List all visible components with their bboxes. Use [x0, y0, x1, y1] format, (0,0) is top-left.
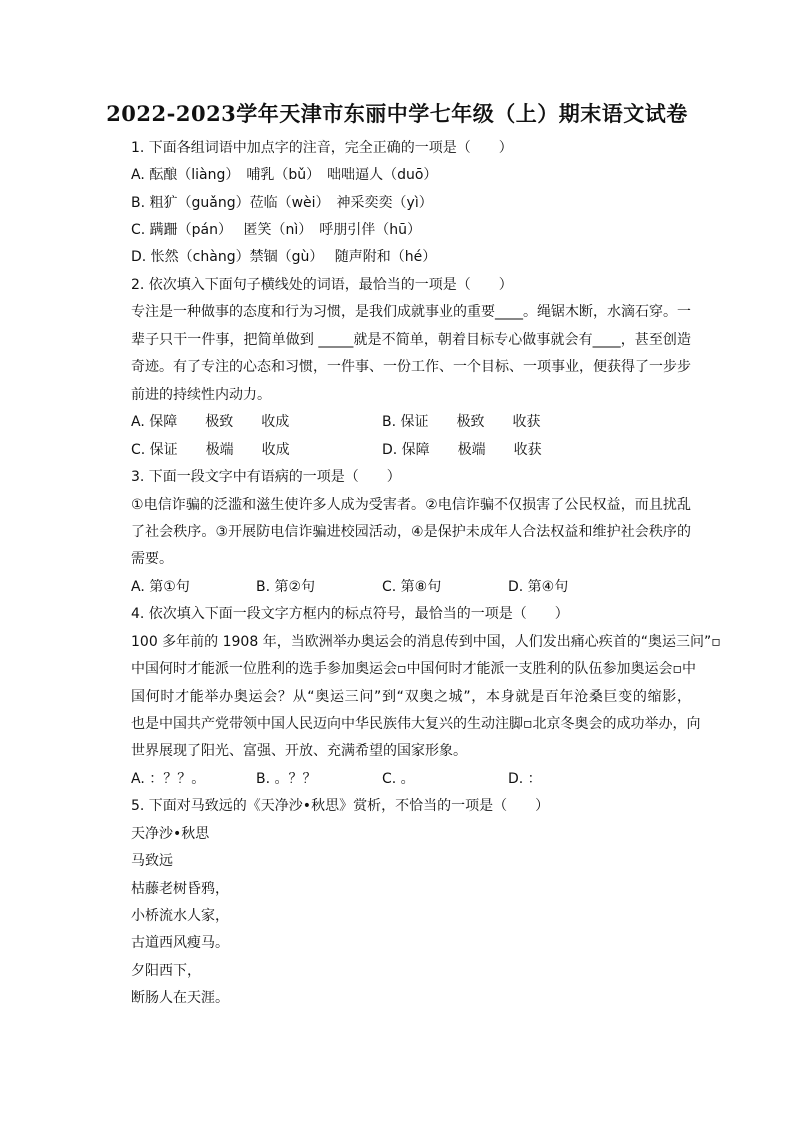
- q2-option-a: A. 保障 极致 收成: [131, 414, 290, 430]
- q1-stem: 1. 下面各组词语中加点字的注音，完全正确的一项是（ ）: [131, 140, 513, 156]
- q5-stem: 5. 下面对马致远的《天净沙•秋思》赏析，不恰当的一项是（ ）: [131, 798, 550, 814]
- q4-option-c: C. 。: [382, 771, 415, 787]
- q3-option-c: C. 第⑧句: [382, 579, 442, 595]
- q1-option-a: A. 酝酿（liàng） 哺乳（bǔ） 咄咄逼人（duō）: [131, 167, 438, 183]
- q4-passage-line: 也是中国共产党带领中国人民迈向中华民族伟大复兴的生动注脚▫北京冬奥会的成功举办，向: [131, 716, 701, 732]
- q3-option-b: B. 第②句: [256, 579, 316, 595]
- q3-passage-line: 了社会秩序。③开展防电信诈骗进校园活动，④是保护未成年人合法权益和维护社会秩序的: [131, 524, 691, 540]
- q2-passage-line: 前进的持续性内动力。: [131, 387, 271, 403]
- q3-passage-line: 需要。: [131, 551, 173, 567]
- q2-passage-line: 奇迹。有了专注的心态和习惯，一件事、一份工作、一个目标、一项事业，便获得了一步步: [131, 359, 691, 375]
- q1-option-b: B. 粗犷（guǎng）莅临（wèi） 神采奕奕（yì）: [131, 195, 433, 211]
- q2-stem: 2. 依次填入下面句子横线处的词语，最恰当的一项是（ ）: [131, 277, 513, 293]
- q2-passage-line: 专注是一种做事的态度和行为习惯，是我们成就事业的重要____。绳锯木断，水滴石穿。一: [131, 304, 691, 320]
- q2-passage-line: 辈子只干一件事，把简单做到 _____就是不简单，朝着目标专心做事就会有____，甚至创造: [131, 332, 691, 348]
- q4-passage-line: 中国何时才能派一位胜利的选手参加奥运会▫中国何时才能派一支胜利的队伍参加奥运会▫中: [131, 661, 696, 677]
- poem-line: 断肠人在天涯。: [131, 990, 229, 1006]
- q4-passage-line: 世界展现了阳光、富强、开放、充满希望的国家形象。: [131, 743, 467, 759]
- q1-option-d: D. 怅然（chàng）禁锢（gù） 随声附和（hé）: [131, 249, 437, 265]
- q3-option-d: D. 第④句: [508, 579, 569, 595]
- q4-option-a: A. ：？？。: [131, 771, 206, 787]
- q3-stem: 3. 下面一段文字中有语病的一项是（ ）: [131, 469, 401, 485]
- poem-line: 古道西风瘦马。: [131, 935, 229, 951]
- q4-stem: 4. 依次填入下面一段文字方框内的标点符号，最恰当的一项是（ ）: [131, 606, 569, 622]
- poem-line: 小桥流水人家，: [131, 908, 229, 924]
- q2-option-b: B. 保证 极致 收获: [382, 414, 541, 430]
- q4-option-b: B. 。？？: [256, 771, 317, 787]
- q2-option-c: C. 保证 极端 收成: [131, 442, 290, 458]
- q1-option-c: C. 蹒跚（pán） 匿笑（nì） 呼朋引伴（hū）: [131, 222, 421, 238]
- q2-option-d: D. 保障 极端 收获: [382, 442, 542, 458]
- q3-option-a: A. 第①句: [131, 579, 190, 595]
- poem-title: 天净沙•秋思: [131, 826, 210, 842]
- q3-passage-line: ①电信诈骗的泛滥和滋生使许多人成为受害者。②电信诈骗不仅损害了公民权益，而且扰乱: [131, 497, 691, 513]
- poem-author: 马致远: [131, 853, 173, 869]
- exam-title: 2022-2023学年天津市东丽中学七年级（上）期末语文试卷: [106, 101, 688, 126]
- q4-passage-line: 国何时才能举办奥运会？从“奥运三问”到“双奥之城”，本身就是百年沧桑巨变的缩影，: [131, 689, 691, 705]
- poem-line: 夕阳西下，: [131, 963, 201, 979]
- q4-passage-line: 100 多年前的 1908 年，当欧洲举办奥运会的消息传到中国，人们发出痛心疾首的“奥运三问”▫: [131, 634, 721, 650]
- poem-line: 枯藤老树昏鸦，: [131, 881, 229, 897]
- q4-option-d: D. ：: [508, 771, 542, 787]
